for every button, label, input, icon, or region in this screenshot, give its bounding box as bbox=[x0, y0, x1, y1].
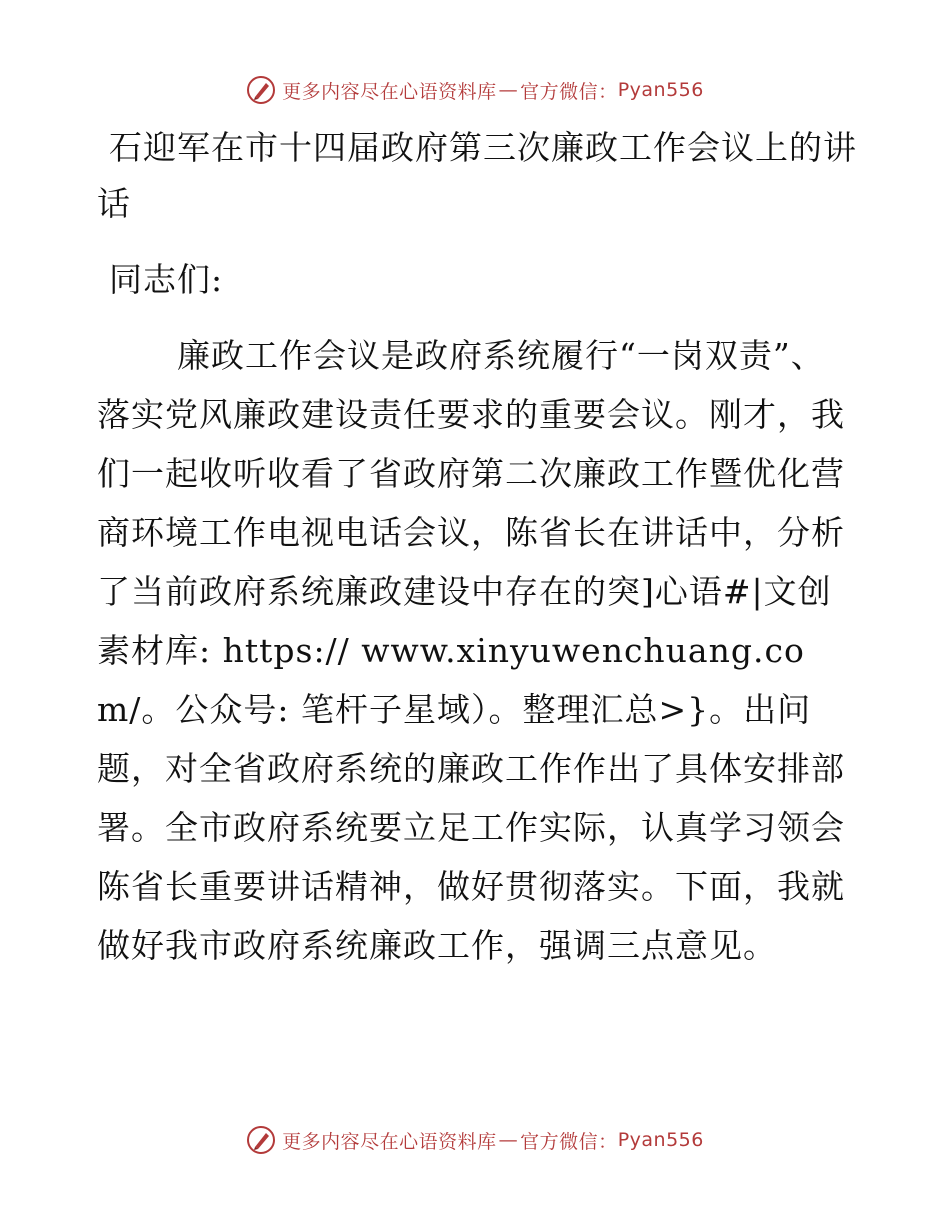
salutation: 同志们: bbox=[109, 260, 224, 299]
watermark-text: 更多内容尽在心语资料库 bbox=[282, 80, 497, 103]
watermark-wechat-label: 官方微信： bbox=[520, 1130, 618, 1153]
watermark-text: 更多内容尽在心语资料库 bbox=[282, 1130, 497, 1153]
watermark-wechat-label: 官方微信： bbox=[520, 80, 618, 103]
watermark-wechat-id: Pyan556 bbox=[617, 1129, 704, 1151]
pen-logo-icon bbox=[246, 75, 276, 105]
watermark-wechat-id: Pyan556 bbox=[617, 79, 704, 101]
pen-logo-icon bbox=[246, 1125, 276, 1155]
body-paragraph: 廉政工作会议是政府系统履行“一岗双责”、落实党风廉政建设责任要求的重要会议。刚才，我们一起收听收看了省政府第二次廉政工作暨优化营商环境工作电视电话会议，陈省长在讲话中，分析了当前政府系统廉政建设中存在的突]心语#|文创素材库: https:// www.xinyuwenchuang.com/。公众号: 笔杆子星域）。整理汇总>}。出问题，对全省政府系统的廉政工作作出了具体安排部署。全市政府系统要立足工作实际，认真学习领会陈省长重要讲话精神，做好贯彻落实。下面，我就做好我市政府系统廉政工作，强调三点意见。 bbox=[97, 336, 845, 965]
watermark-separator: — bbox=[498, 1129, 519, 1151]
document-body bbox=[97, 120, 857, 975]
watermark-header bbox=[0, 70, 950, 110]
document-title: 石迎军在市十四届政府第三次廉政工作会议上的讲话 bbox=[97, 128, 857, 223]
watermark-footer bbox=[0, 1120, 950, 1160]
watermark-separator: — bbox=[498, 79, 519, 101]
